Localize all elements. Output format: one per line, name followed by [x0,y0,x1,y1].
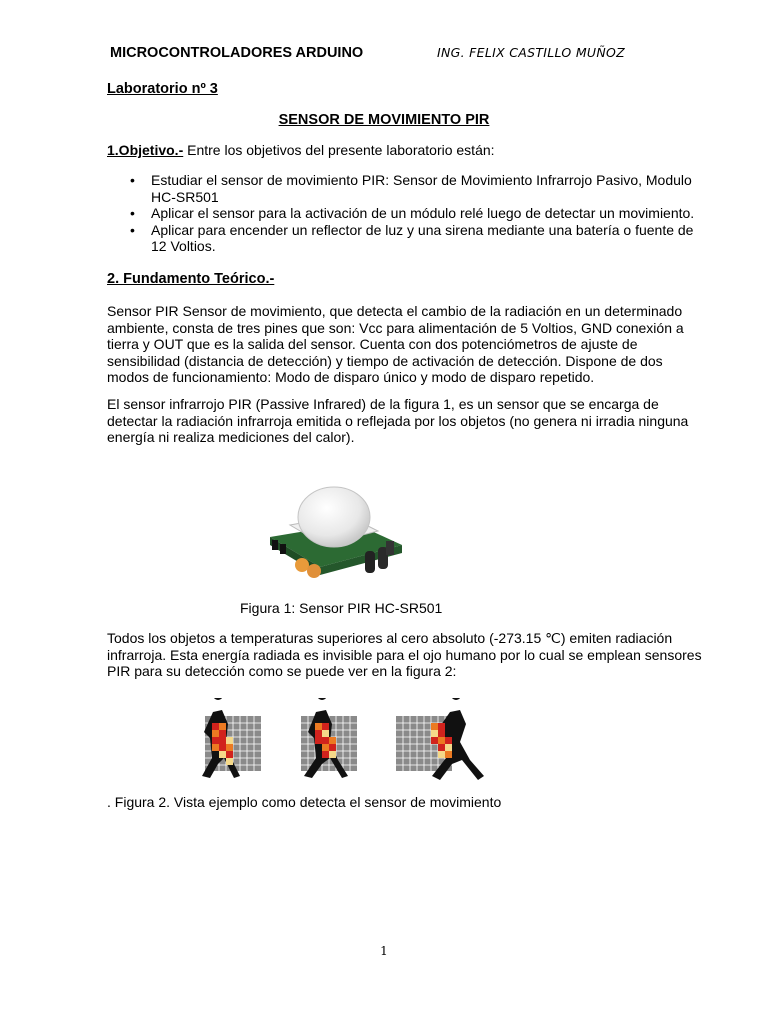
objective-intro: Entre los objetivos del presente laboratorio están: [183,142,495,158]
objective-heading: 1.Objetivo.- [107,142,184,158]
theory-paragraph-3: Todos los objetos a temperaturas superiores al cero absoluto (-273.15 ℃) emiten radiación infrarroja. Esta energía radiada es invisible para el ojo humano por lo cual se emplean sensores PIR para su detección como se puede ver en la figura 2: [107,630,702,679]
list-item-text: Aplicar el sensor para la activación de un módulo relé luego de detectar un movimiento. [151,205,695,221]
lab-number: Laboratorio nº 3 [107,81,218,97]
objective-paragraph [107,142,707,159]
theory-paragraph-1: Sensor PIR Sensor de movimiento, que detecta el cambio de la radiación en un determinado ambiente, consta de tres pines que son: Vcc para alimentación de 5 Voltios, GND conexión a tierra y OUT que es la salida del sensor. Cuenta con dos potenciómetros de ajuste de sensibilidad (distancia de detección) y tiempo de activación de detección. Dispone de dos modos de funcionamiento: Modo de disparo único y modo de disparo repetido. [107,303,684,385]
list-item [107,222,707,255]
list-item [107,205,707,222]
page-number: 1 [380,944,388,958]
detection-panel-3 [396,698,484,780]
list-item-text: Aplicar para encender un reflector de luz y una sirena mediante una batería o fuente de 12 Voltios. [151,221,694,254]
bullet-icon: • [130,221,135,238]
figure-2-caption: . Figura 2. Vista ejemplo como detecta el sensor de movimiento [107,794,502,810]
document-title [0,112,768,128]
detection-panel-1 [202,698,261,778]
header-course-title: MICROCONTROLADORES ARDUINO [110,45,364,61]
list-item [107,172,707,205]
theory-heading: 2. Fundamento Teórico.- [107,271,275,287]
pir-sensor-image [262,485,407,595]
detection-panel-2 [301,698,357,778]
bullet-icon: • [130,172,135,188]
theory-paragraph-2: El sensor infrarrojo PIR (Passive Infrared) de la figura 1, es un sensor que se encarga de detectar la radiación infrarroja emitida o reflejada por los objetos (no genera ni irradia ninguna energía ni realiza mediciones del calor). [107,396,689,445]
motion-detection-figure [188,698,488,790]
objective-list [107,172,707,255]
bullet-icon: • [130,205,135,221]
document-title-text: SENSOR DE MOVIMIENTO PIR [278,112,490,128]
list-item-text: Estudiar el sensor de movimiento PIR: Sensor de Movimiento Infrarrojo Pasivo, Modulo HC-SR501 [151,172,692,205]
header-author: ING. FELIX CASTILLO MUÑOZ [437,45,626,60]
figure-1-caption: Figura 1: Sensor PIR HC-SR501 [240,600,443,616]
